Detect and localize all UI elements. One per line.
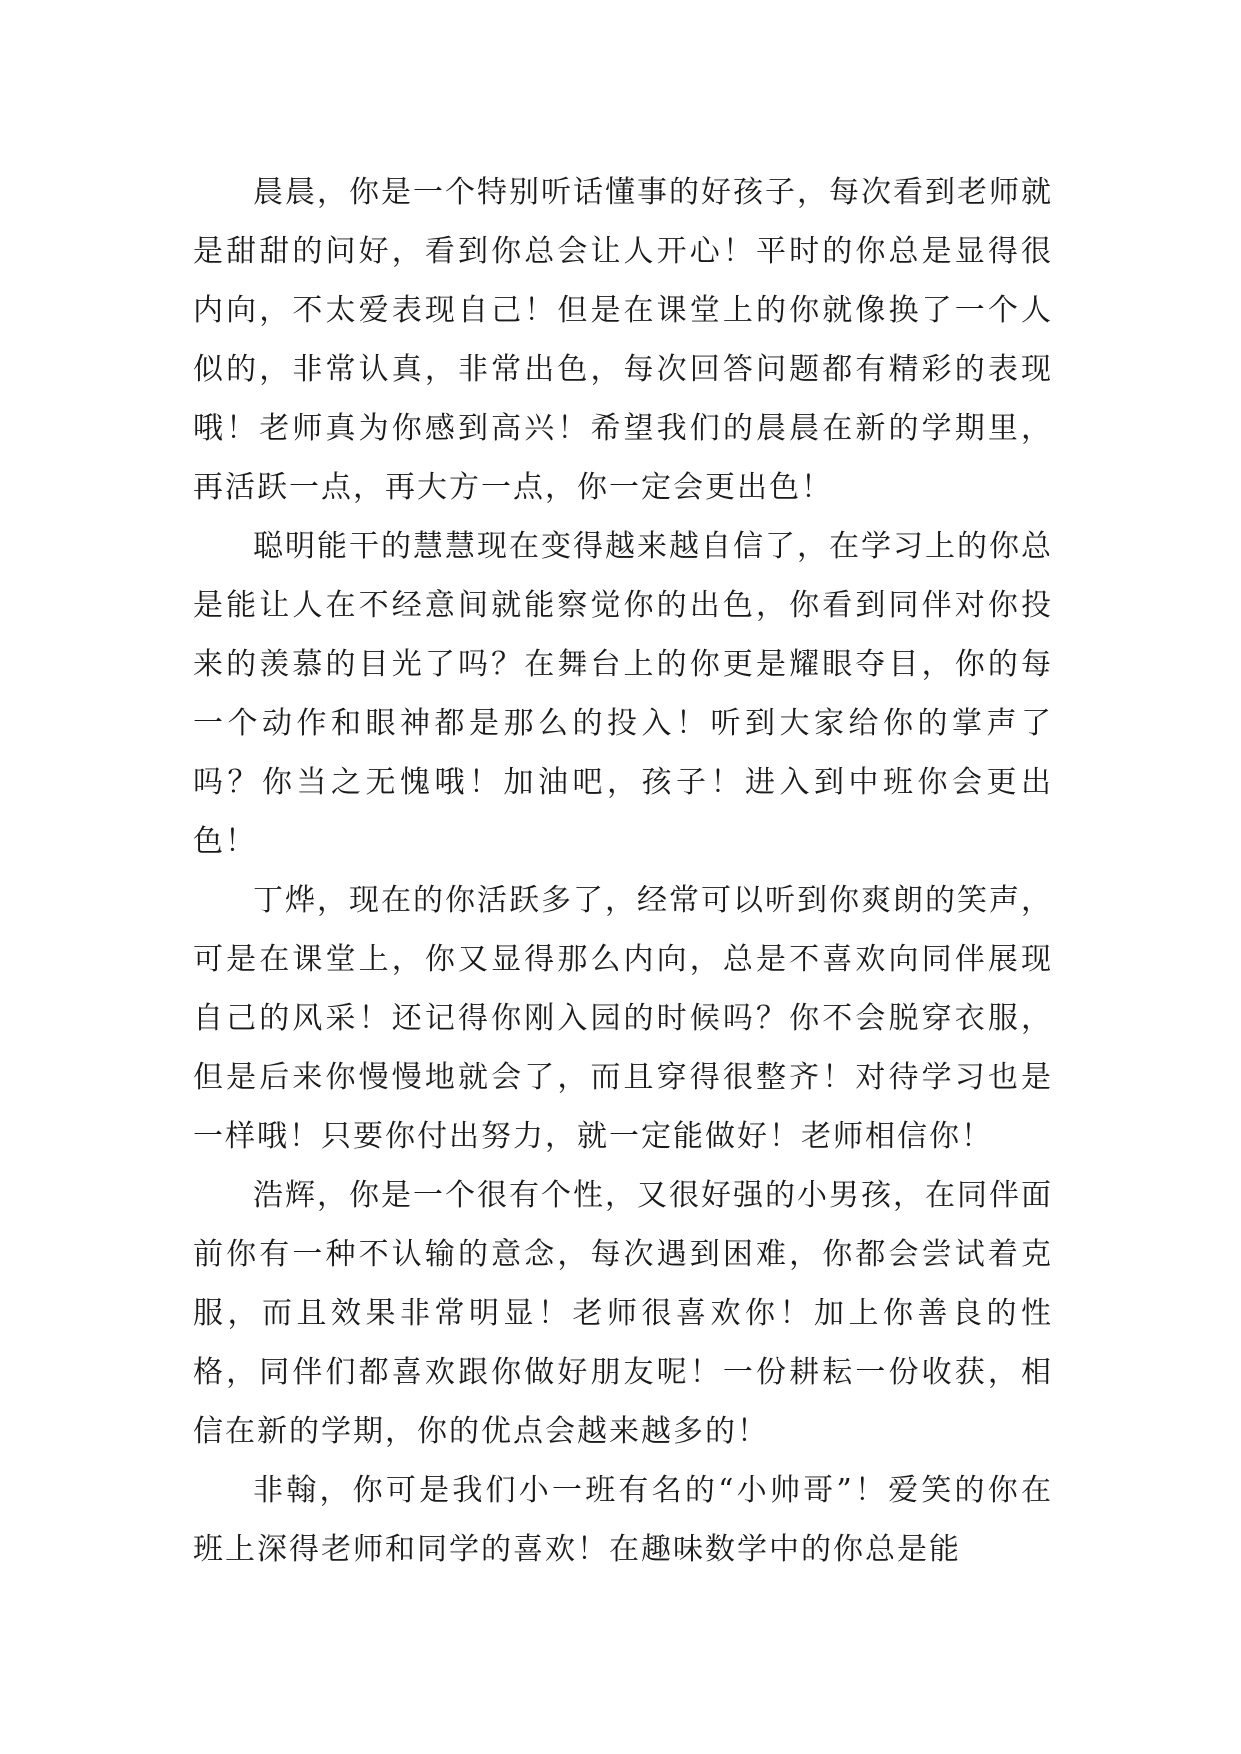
document-body [193,163,1053,1579]
paragraph-haohui: 浩辉，你是一个很有个性，又很好强的小男孩，在同伴面前你有一种不认输的意念，每次遇到困难，你都会尝试着克服，而且效果非常明显！老师很喜欢你！加上你善良的性格，同伴们都喜欢跟你做好朋友呢！一份耕耘一份收获，相信在新的学期，你的优点会越来越多的！ [193,1178,1053,1449]
paragraph-chenchen: 晨晨，你是一个特别听话懂事的好孩子，每次看到老师就是甜甜的问好，看到你总会让人开心！平时的你总是显得很内向，不太爱表现自己！但是在课堂上的你就像换了一个人似的，非常认真，非常出色，每次回答问题都有精彩的表现哦！老师真为你感到高兴！希望我们的晨晨在新的学期里，再活跃一点，再大方一点，你一定会更出色！ [193,175,1053,505]
paragraph-dingye: 丁烨，现在的你活跃多了，经常可以听到你爽朗的笑声，可是在课堂上，你又显得那么内向，总是不喜欢向同伴展现自己的风采！还记得你刚入园的时候吗？你不会脱穿衣服，但是后来你慢慢地就会了，而且穿得很整齐！对待学习也是一样哦！只要你付出努力，就一定能做好！老师相信你！ [193,883,1053,1154]
paragraph-feihan: 非翰，你可是我们小一班有名的“小帅哥”！爱笑的你在班上深得老师和同学的喜欢！在趣味数学中的你总是能 [193,1473,1053,1567]
paragraph-huihui: 聪明能干的慧慧现在变得越来越自信了，在学习上的你总是能让人在不经意间就能察觉你的出色，你看到同伴对你投来的羡慕的目光了吗？在舞台上的你更是耀眼夺目，你的每一个动作和眼神都是那么的投入！听到大家给你的掌声了吗？你当之无愧哦！加油吧，孩子！进入到中班你会更出色！ [193,529,1053,859]
